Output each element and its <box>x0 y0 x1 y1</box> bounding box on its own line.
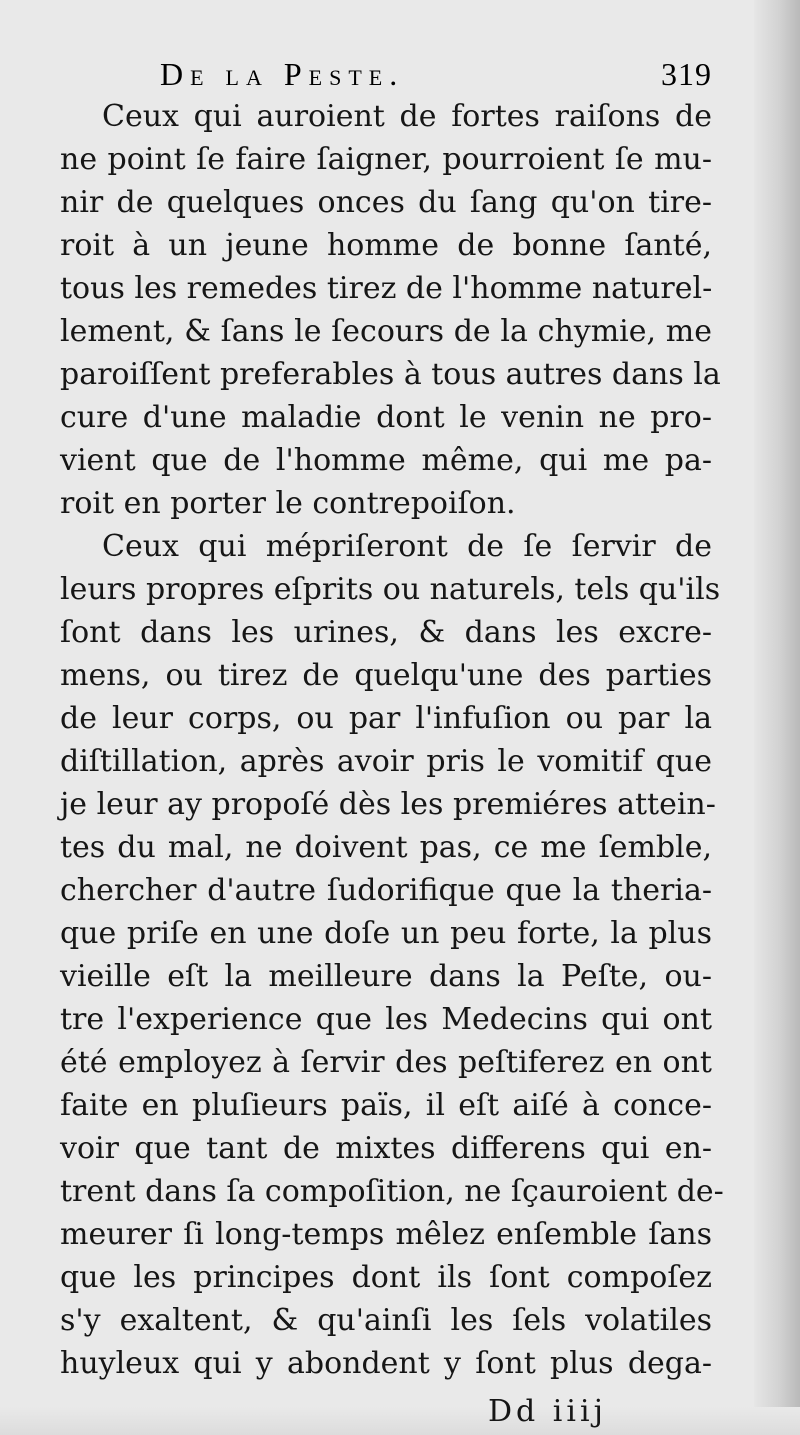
text-line: tre l'experience que les Medecins qui ont <box>60 1002 712 1037</box>
text-line: nir de quelques onces du ſang qu'on tire- <box>60 185 712 220</box>
text-line: ſont dans les urines, & dans les excre- <box>60 615 712 650</box>
text-line: que les principes dont ils ſont compoſez <box>60 1260 712 1295</box>
text-line: faite en pluſieurs païs, il eſt aiſé à conce- <box>60 1088 712 1123</box>
text-line: Ceux qui mépriſeront de ſe ſervir de <box>102 529 712 564</box>
text-line: vient que de l'homme même, qui me pa- <box>60 443 712 478</box>
text-line: leurs propres eſprits ou naturels, tels qu'ils <box>60 572 721 607</box>
text-line: tous les remedes tirez de l'homme naturel- <box>60 271 713 306</box>
text-line: mens, ou tirez de quelqu'une des parties <box>60 658 712 693</box>
page-bottom-margin <box>0 1407 800 1435</box>
text-line: lement, & ſans le ſecours de la chymie, me <box>60 314 712 349</box>
signature-mark: Dd iiij <box>488 1394 607 1429</box>
text-line: vieille eſt la meilleure dans la Peſte, ou- <box>60 959 712 994</box>
text-line: je leur ay propoſé dès les premiéres attein- <box>60 787 716 822</box>
text-line: Ceux qui auroient de fortes raiſons de <box>102 99 712 134</box>
text-line: été employez à ſervir des peſtiferez en ont <box>60 1045 712 1080</box>
text-line: roit en porter le contrepoiſon. <box>60 486 516 521</box>
text-line: ne point ſe faire ſaigner, pourroient ſe mu- <box>60 142 712 177</box>
text-line: que priſe en une doſe un peu forte, la plus <box>60 916 712 951</box>
text-line: paroiſſent preferables à tous autres dans la <box>60 357 721 392</box>
text-line: voir que tant de mixtes differens qui en- <box>60 1131 712 1166</box>
text-line: trent dans ſa compoſition, ne ſçauroient de- <box>60 1174 724 1209</box>
text-line: diſtillation, après avoir pris le vomitif que <box>60 744 712 779</box>
text-line: meurer ſi long-temps mêlez enſemble ſans <box>60 1217 712 1252</box>
text-line: cure d'une maladie dont le venin ne pro- <box>60 400 712 435</box>
text-line: tes du mal, ne doivent pas, ce me ſemble, <box>60 830 712 865</box>
running-title: De la Peste. <box>160 56 405 92</box>
text-line: chercher d'autre ſudorifique que la theria- <box>60 873 712 908</box>
page-number: 319 <box>661 56 712 92</box>
text-line: de leur corps, ou par l'infuſion ou par la <box>60 701 712 736</box>
text-line: huyleux qui y abondent y ſont plus dega- <box>60 1346 712 1381</box>
page-edge-shadow <box>754 0 800 1435</box>
text-line: s'y exaltent, & qu'ainſi les ſels volatiles <box>60 1303 712 1338</box>
text-line: roit à un jeune homme de bonne ſanté, <box>60 228 712 263</box>
